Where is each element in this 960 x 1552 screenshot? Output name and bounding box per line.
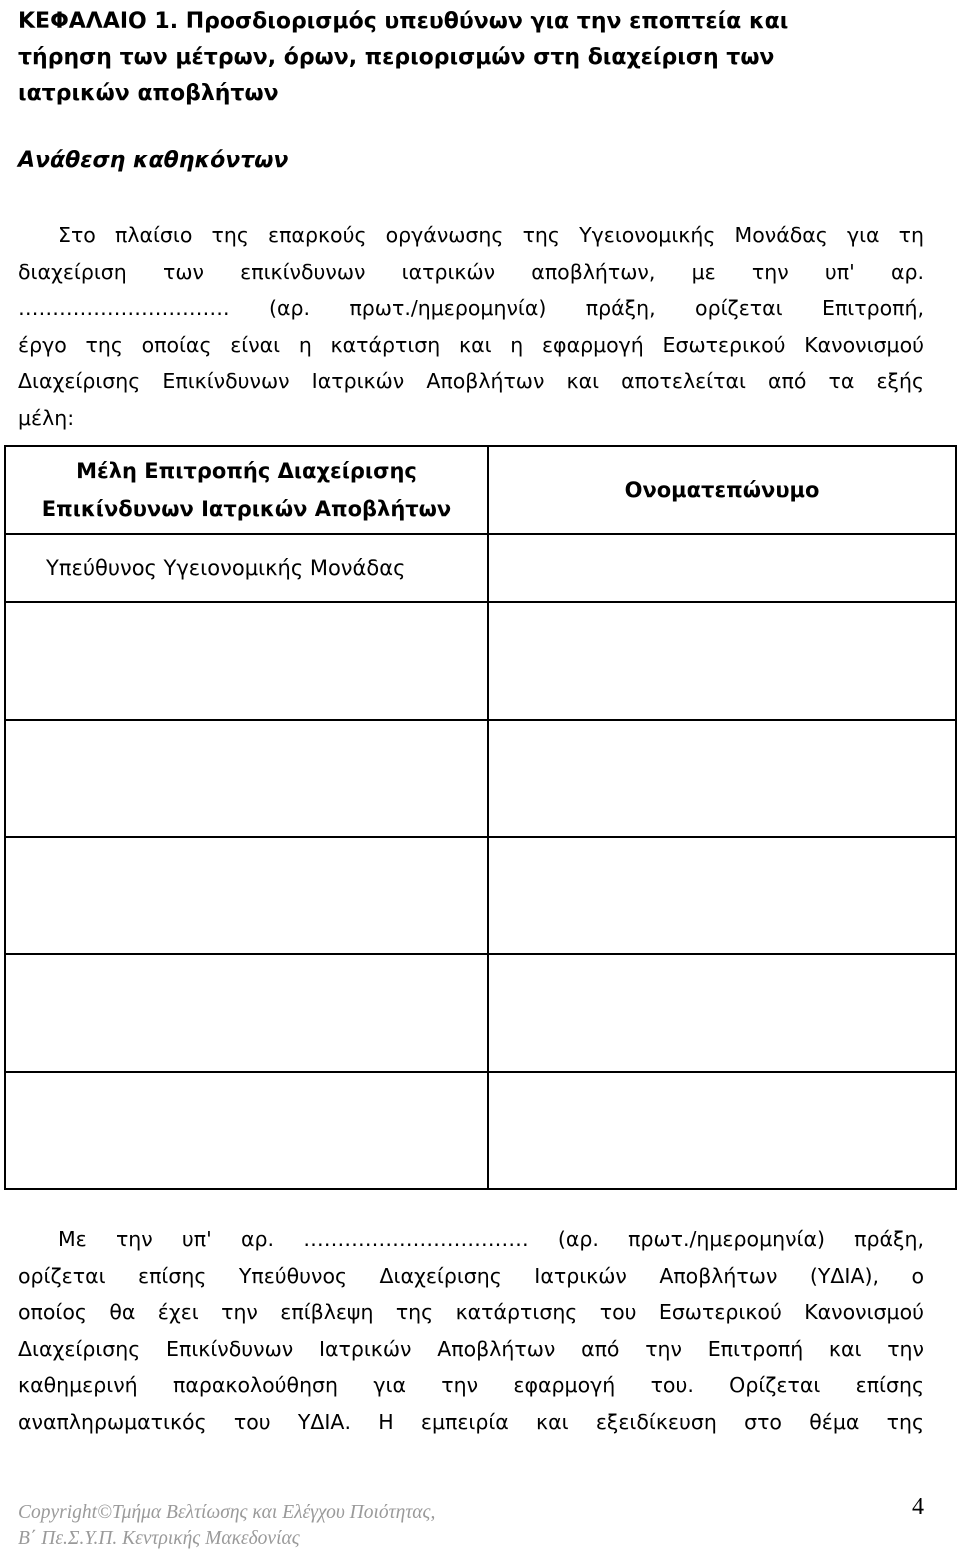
intro-paragraph [18,217,924,436]
table-cell-name[interactable] [488,1072,956,1189]
table-cell-name[interactable] [488,534,956,602]
table-cell-role[interactable] [5,602,488,719]
paragraph-line: έργο της οποίας είναι η κατάρτιση και η εφαρμογή Εσωτερικού Κανονισμού [18,332,924,357]
chapter-heading-line: τήρηση των μέτρων, όρων, περιορισμών στη διαχείριση των [18,45,775,70]
column-header-line: Μέλη Επιτροπής Διαχείρισης [76,459,417,484]
paragraph-line: οποίος θα έχει την επίβλεψη της κατάρτισης του Εσωτερικού Κανονισμού [18,1300,924,1324]
footer-line: Β΄ Πε.Σ.Υ.Π. Κεντρικής Μακεδονίας [18,1528,300,1549]
paragraph-line: διαχείριση των επικίνδυνων ιατρικών αποβλήτων, με την υπ' αρ. [18,259,924,284]
table-row [5,837,956,954]
table-header-row [5,446,956,534]
paragraph-line: Στο πλαίσιο της επαρκούς οργάνωσης της Υγειονομικής Μονάδας για τη [58,223,924,247]
responsible-paragraph [18,1221,924,1440]
table-cell-role[interactable] [5,1072,488,1189]
column-header-members [5,446,488,534]
chapter-heading [18,4,933,112]
footer-line: Copyright©Τμήμα Βελτίωσης και Ελέγχου Ποιότητας, [18,1502,436,1523]
column-header-line: Επικίνδυνων Ιατρικών Αποβλήτων [41,497,452,522]
table-cell-role: Υπεύθυνος Υγειονομικής Μονάδας [5,534,488,602]
paragraph-line: Διαχείρισης Επικίνδυνων Ιατρικών Αποβλήτων και αποτελείται από τα εξής [18,369,924,393]
paragraph-line: Διαχείρισης Επικίνδυνων Ιατρικών Αποβλήτων από την Επιτροπή και την [18,1336,924,1361]
chapter-heading-line: ιατρικών αποβλήτων [18,81,279,106]
table-cell-name[interactable] [488,954,956,1071]
table-row [5,602,956,719]
table-cell-role[interactable] [5,954,488,1071]
table-row [5,1072,956,1189]
table-cell-name[interactable] [488,720,956,837]
paragraph-line: μέλη: [18,405,75,430]
table-cell-name[interactable] [488,602,956,719]
footer-copyright [18,1500,435,1552]
paragraph-line: …………………………. (αρ. πρωτ./ημερομηνία) πράξη, ορίζεται Επιτροπή, [18,296,924,320]
table-cell-role[interactable] [5,837,488,954]
table-cell-name[interactable] [488,837,956,954]
page-number: 4 [912,1494,924,1520]
paragraph-line: Με την υπ' αρ. …………………………… (αρ. πρωτ./ημερομηνία) πράξη, [58,1227,924,1251]
table-row [5,534,956,602]
chapter-heading-line: ΚΕΦΑΛΑΙΟ 1. Προσδιορισμός υπευθύνων για την εποπτεία και [18,9,789,34]
section-subheading: Ανάθεση καθηκόντων [18,148,289,173]
table-row [5,954,956,1071]
paragraph-line: καθημερινή παρακολούθηση για την εφαρμογή του. Ορίζεται επίσης [18,1373,924,1397]
table-row [5,720,956,837]
column-header-fullname: Ονοματεπώνυμο [488,446,956,534]
table-cell-role[interactable] [5,720,488,837]
committee-members-table [4,445,957,1190]
paragraph-line: αναπληρωματικός του ΥΔΙΑ. Η εμπειρία και εξειδίκευση στο θέμα της [18,1409,924,1434]
paragraph-line: ορίζεται επίσης Υπεύθυνος Διαχείρισης Ιατρικών Αποβλήτων (ΥΔΙΑ), ο [18,1263,924,1288]
